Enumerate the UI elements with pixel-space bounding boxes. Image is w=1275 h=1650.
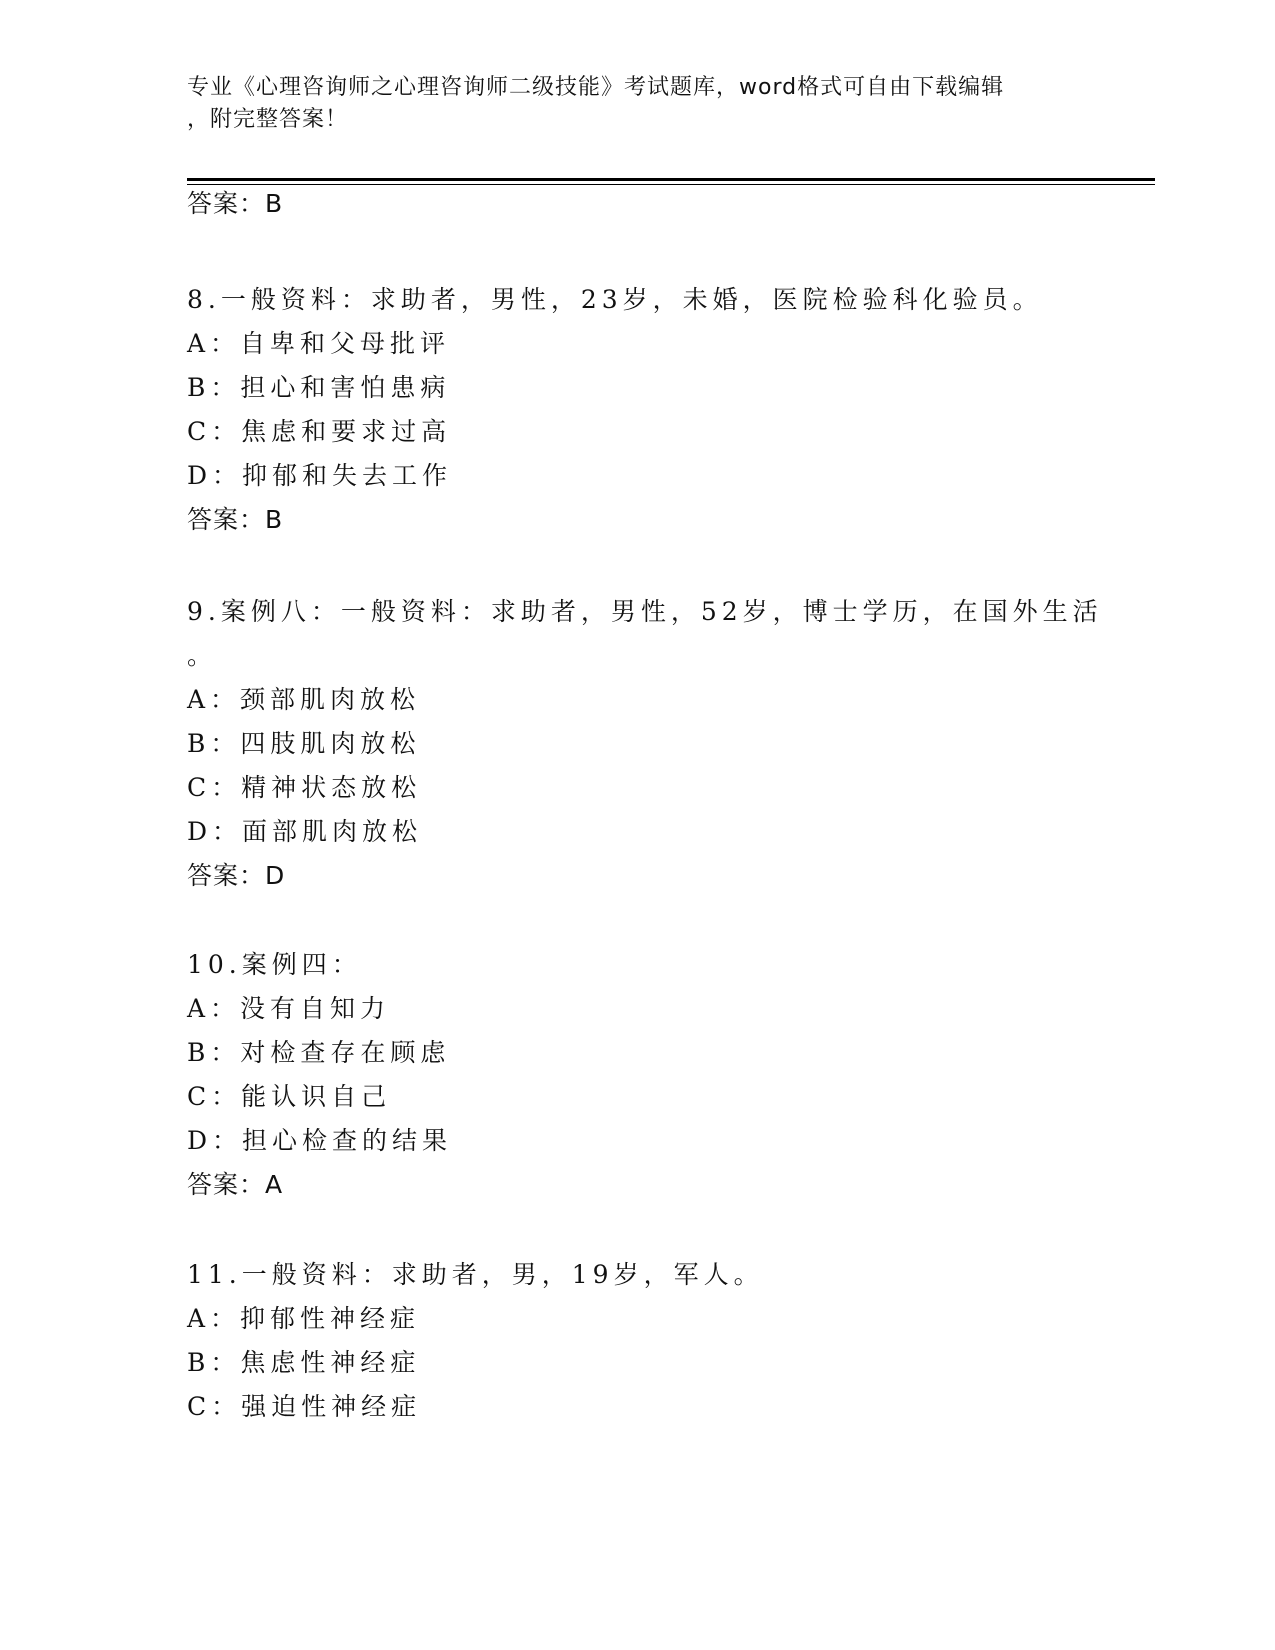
question-10-option-a: A：没有自知力 (187, 994, 391, 1023)
question-11-option-c: C：强迫性神经症 (187, 1392, 422, 1421)
document-header (187, 72, 1067, 136)
question-9-stem: 9.案例八：一般资料：求助者，男性，52岁，博士学历，在国外生活 (187, 597, 1103, 626)
question-10-stem: 10.案例四： (187, 950, 362, 979)
header-rule-thick (187, 178, 1155, 181)
question-8-answer: 答案：B (187, 505, 284, 534)
question-9-option-b: B：四肢肌肉放松 (187, 729, 421, 758)
header-line-1: 专业《心理咨询师之心理咨询师二级技能》考试题库，word格式可自由下载编辑 (187, 75, 1005, 100)
question-9-option-d: D：面部肌肉放松 (187, 817, 423, 846)
question-10-answer: 答案：A (187, 1170, 284, 1199)
question-8-option-b: B：担心和害怕患病 (187, 373, 451, 402)
question-9-option-a: A：颈部肌肉放松 (187, 685, 421, 714)
question-11-stem: 11.一般资料：求助者，男，19岁，军人。 (187, 1260, 764, 1289)
question-10-option-b: B：对检查存在顾虑 (187, 1038, 451, 1067)
question-9-stem-continued: 。 (187, 641, 218, 670)
question-11-option-b: B：焦虑性神经症 (187, 1348, 421, 1377)
header-rule-thin (187, 184, 1155, 185)
question-8-option-d: D：抑郁和失去工作 (187, 461, 453, 490)
header-line-2: ，附完整答案！ (187, 107, 349, 132)
question-10-option-c: C：能认识自己 (187, 1082, 392, 1111)
question-8-stem: 8.一般资料：求助者，男性，23岁，未婚，医院检验科化验员。 (187, 285, 1043, 314)
question-9-option-c: C：精神状态放松 (187, 773, 422, 802)
question-11-option-a: A：抑郁性神经症 (187, 1304, 421, 1333)
previous-answer: 答案：B (187, 189, 284, 218)
question-9-answer: 答案：D (187, 861, 286, 890)
question-8-option-a: A：自卑和父母批评 (187, 329, 451, 358)
question-8-option-c: C：焦虑和要求过高 (187, 417, 452, 446)
question-10-option-d: D：担心检查的结果 (187, 1126, 453, 1155)
